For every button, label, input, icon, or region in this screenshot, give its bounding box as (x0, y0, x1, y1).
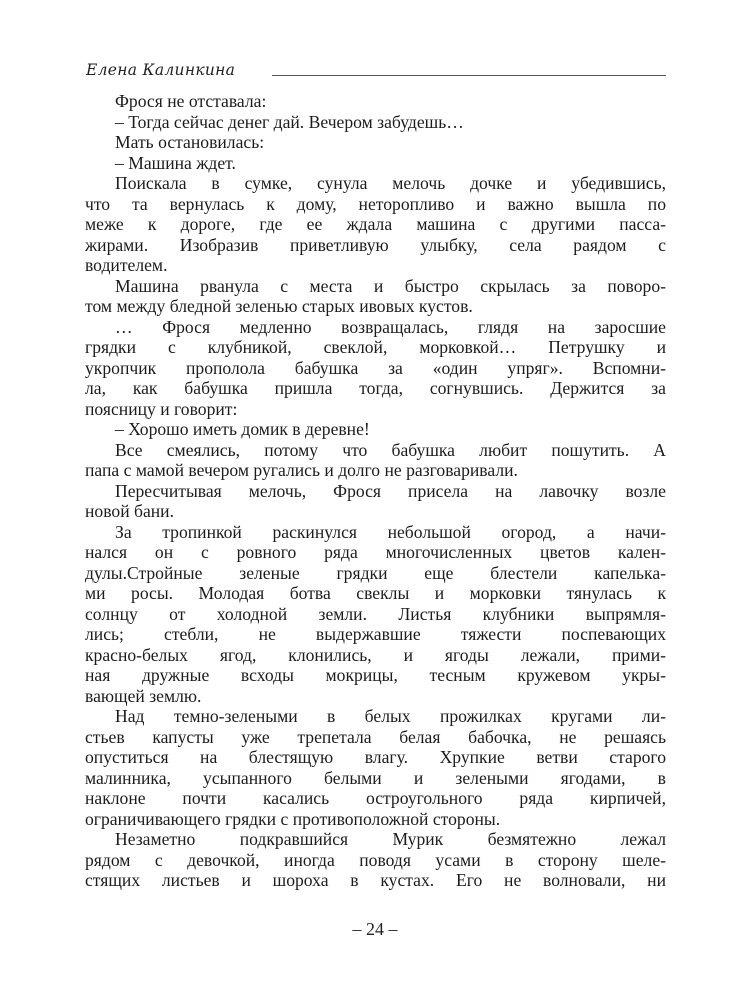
text-line: ми росы. Молодая ботва свеклы и морковки тянулась к (85, 583, 666, 603)
text-line: жирами. Изобразив приветливую улыбку, села раядом с (85, 234, 666, 255)
text-line: опуститься на блестящую влагу. Хрупкие ветви старого (85, 747, 666, 767)
text-line: стящих листьев и шороха в кустах. Его не волновали, ни (85, 870, 666, 890)
text-line: водителем. (85, 255, 168, 275)
text-line: том между бледной зеленью старых ивовых кустов. (85, 296, 473, 316)
text-line: укропчик прополола бабушка за «один упряг». Вспомни- (85, 357, 666, 378)
text-line: ограничивающего грядки с противоположной стороны. (85, 808, 501, 829)
text-line: наклоне почти касались остроугольного ряда кирпичей, (85, 788, 666, 808)
text-line: Все смеялись, потому что бабушка любит пошутить. А (115, 439, 666, 460)
text-line: Незаметно подкравшийся Мурик безмятежно лежал (115, 829, 666, 849)
text-line: красно-белых ягод, клонились, и ягоды лежали, прими- (85, 644, 666, 665)
text-line: Фрося не отставала: (115, 91, 267, 111)
text-line: новой бани. (85, 501, 174, 521)
text-line: За тропинкой раскинулся небольшой огород, а начи- (115, 521, 666, 542)
page-number: – 24 – (352, 919, 398, 939)
text-line: лись; стебли, не выдержавшие тяжести поспевающих (85, 624, 666, 644)
text-line: вающей землю. (85, 685, 202, 706)
text-line: поясницу и говорит: (85, 398, 238, 419)
text-line: ная дружные всходы мокрицы, тесным кружевом укры- (85, 665, 666, 685)
text-line: малинника, усыпанного белыми и зелеными ягодами, в (85, 767, 666, 788)
text-line: – Тогда сейчас денег дай. Вечером забудешь… (115, 111, 464, 132)
text-line: Пересчитывая мелочь, Фрося присела на лавочку возле (115, 480, 666, 501)
text-line: Над темно-зелеными в белых прожилках кругами ли- (115, 706, 666, 726)
text-line: Поискала в сумке, сунула мелочь дочке и убедившись, (115, 173, 666, 193)
text-line: – Машина ждет. (115, 152, 236, 173)
text-line: грядки с клубникой, свеклой, морковкой… Петрушку и (85, 337, 666, 357)
text-line: что та вернулась к дому, неторопливо и важно вышла по (85, 193, 666, 214)
text-line: солнцу от холодной земли. Листья клубники выпрямля- (85, 603, 666, 624)
text-line: – Хорошо иметь домик в деревне! (115, 419, 370, 439)
text-line: … Фрося медленно возвращалась, глядя на заросшие (115, 316, 666, 337)
text-line: рядом с девочкой, иногда поводя усами в сторону шеле- (85, 849, 666, 870)
text-line: Машина рванула с места и быстро скрылась за поворо- (115, 275, 666, 296)
text-line: ла, как бабушка пришла тогда, согнувшись. Держится за (85, 378, 666, 398)
author-name: Елена Калинкина (86, 61, 236, 79)
text-line: меже к дороге, где ее ждала машина с другими пасса- (85, 214, 666, 234)
text-line: стьев капусты уже трепетала белая бабочка, не решаясь (85, 726, 666, 747)
running-header (86, 61, 666, 83)
text-line: Мать остановилась: (115, 132, 265, 152)
text-line: нался он с ровного ряда многочисленных цветов кален- (85, 542, 666, 562)
text-line: дулы.Стройные зеленые грядки еще блестели капелька- (85, 562, 666, 583)
header-rule (272, 75, 666, 76)
body-text (85, 91, 666, 891)
text-line: папа с мамой вечером ругались и долго не разговаривали. (85, 460, 518, 480)
